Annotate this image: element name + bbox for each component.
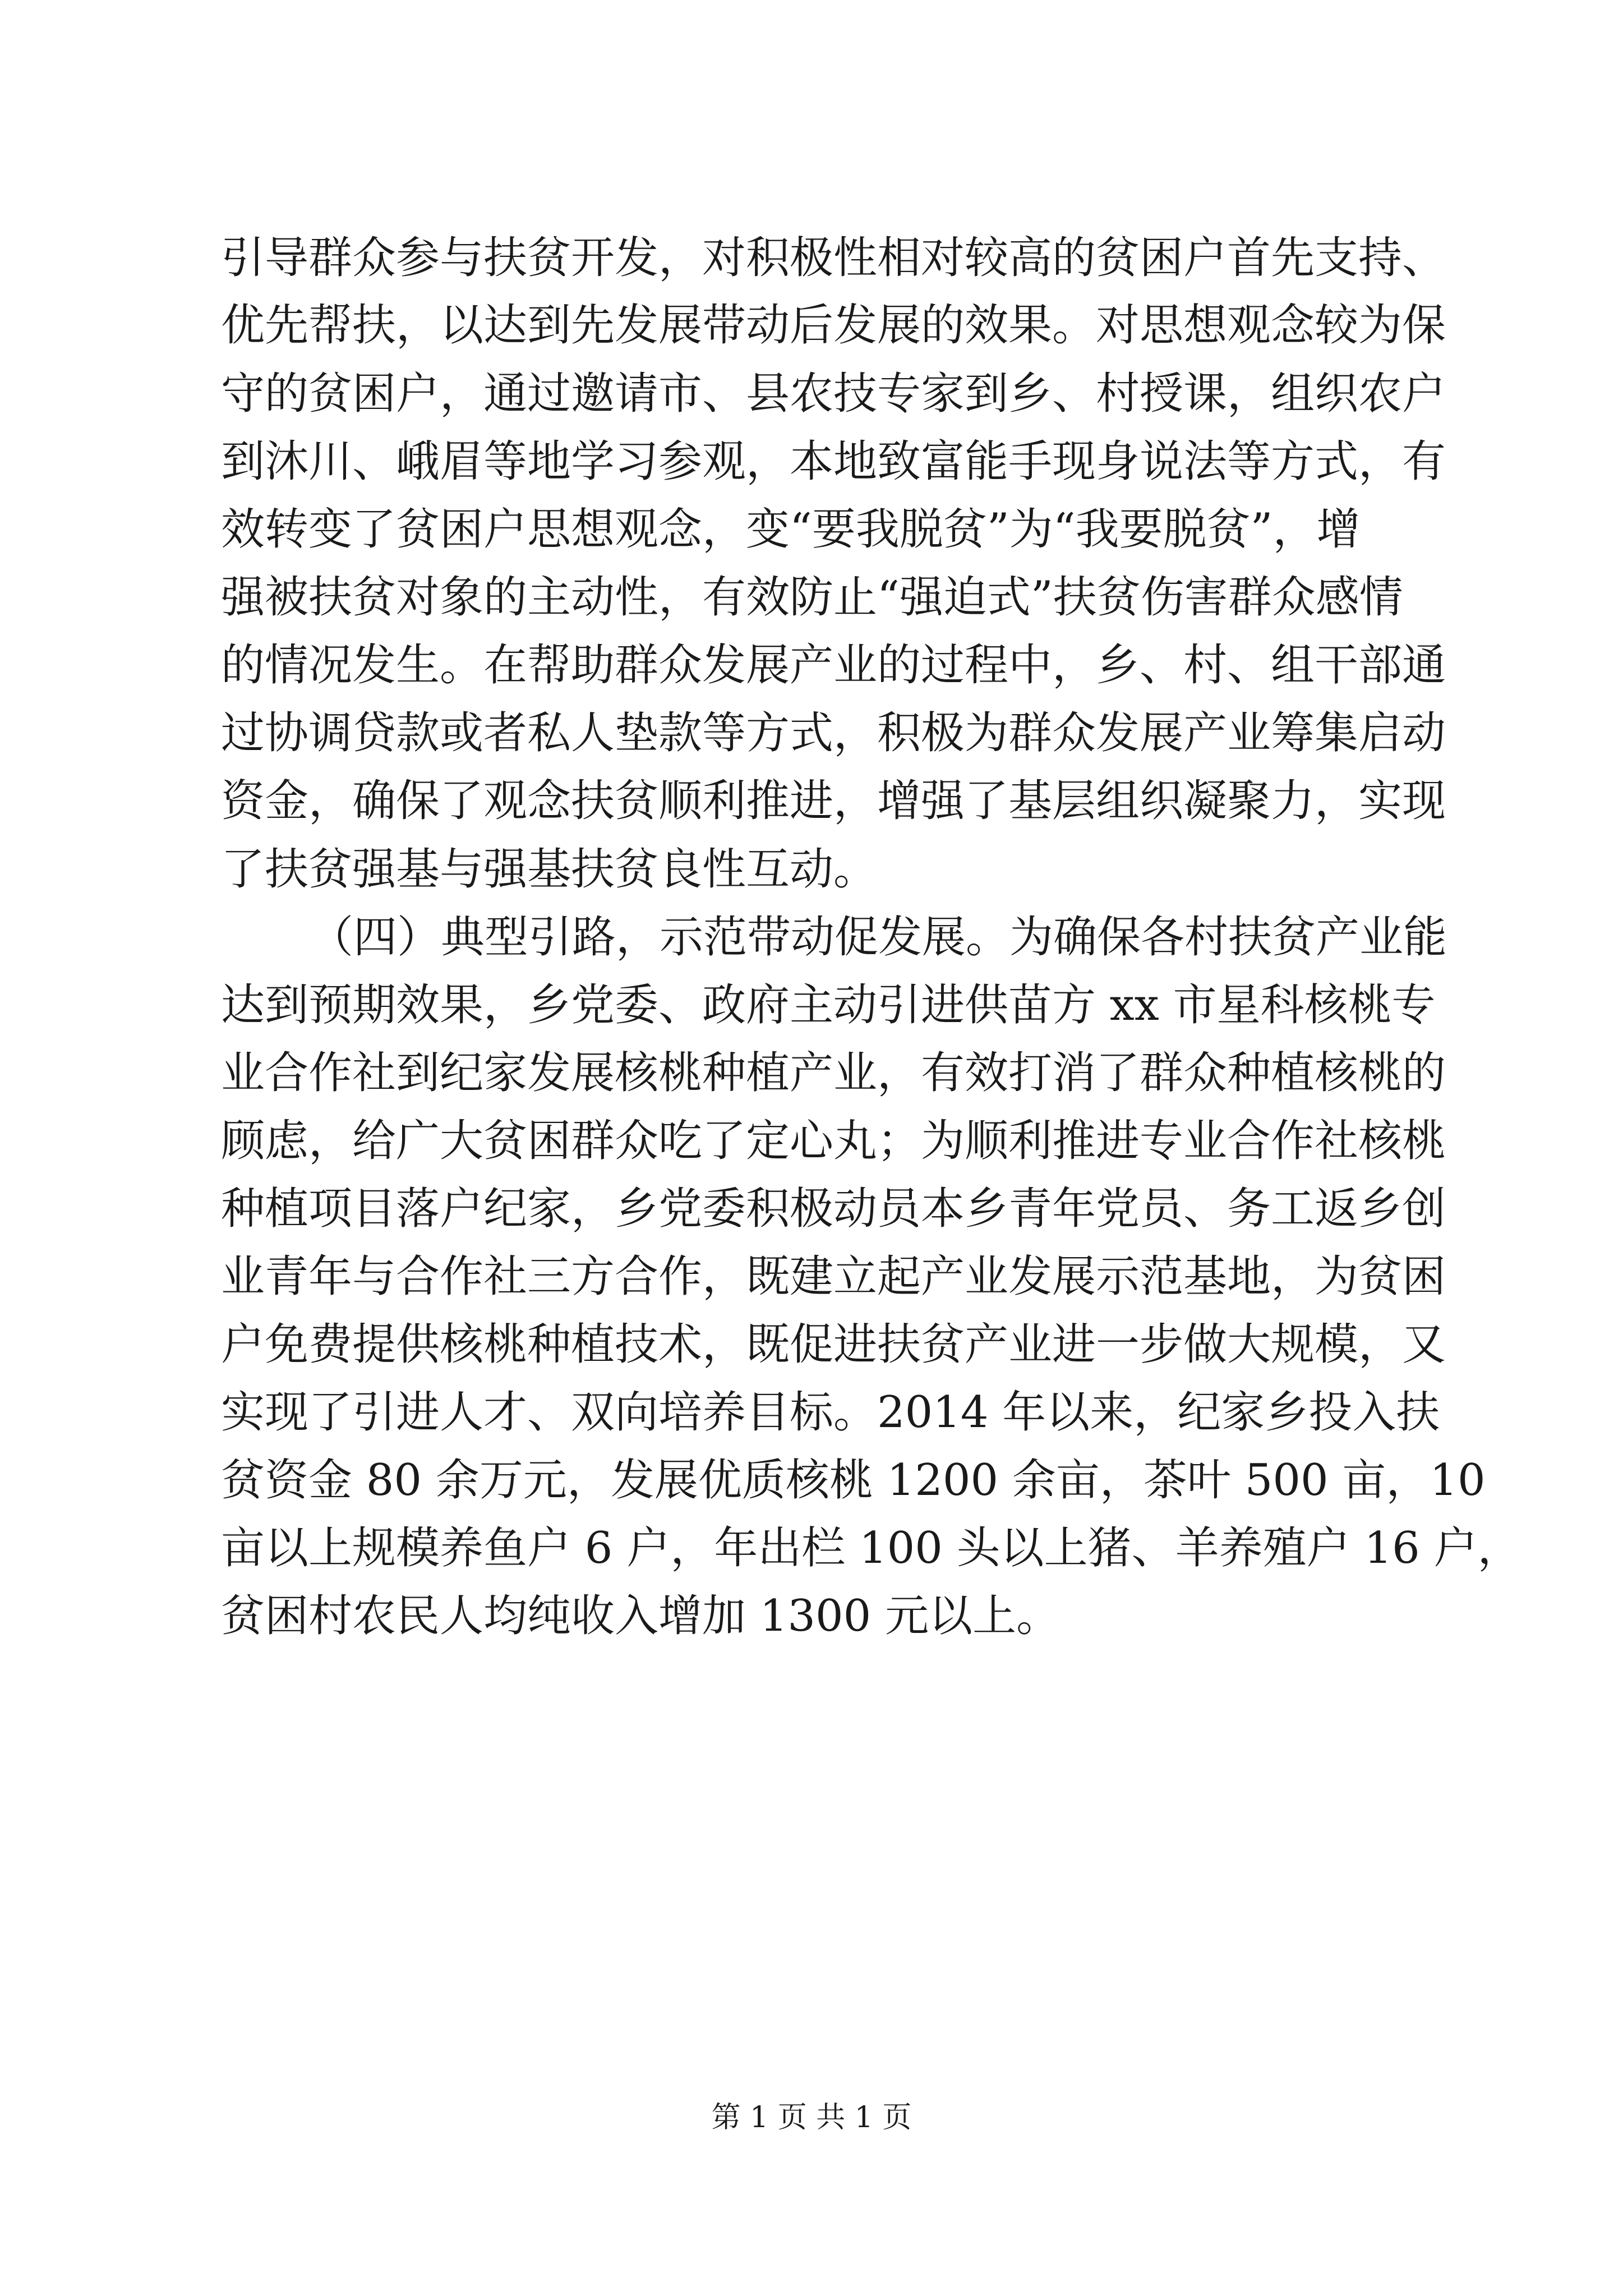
text-line: 了扶贫强基与强基扶贫良性互动。 <box>221 844 878 895</box>
text-line: 业青年与合作社三方合作，既建立起产业发展示范基地，为贫困 <box>221 1251 1446 1302</box>
text-line: 到沐川、峨眉等地学习参观，本地致富能手现身说法等方式，有 <box>221 436 1446 487</box>
text-line: 达到预期效果，乡党委、政府主动引进供苗方 xx 市星科核桃专 <box>221 980 1436 1030</box>
text-line: 贫困村农民人均纯收入增加 1300 元以上。 <box>221 1591 1061 1641</box>
text-line: 户免费提供核桃种植技术，既促进扶贫产业进一步做大规模，又 <box>221 1319 1446 1370</box>
text-line: 实现了引进人才、双向培养目标。2014 年以来，纪家乡投入扶 <box>221 1387 1440 1438</box>
text-line: 资金，确保了观念扶贫顺利推进，增强了基层组织凝聚力，实现 <box>221 776 1446 826</box>
text-line: 种植项目落户纪家，乡党委积极动员本乡青年党员、务工返乡创 <box>221 1184 1446 1234</box>
text-line: 守的贫困户，通过邀请市、县农技专家到乡、村授课，组织农户 <box>221 369 1446 419</box>
text-line: 顾虑，给广大贫困群众吃了定心丸；为顺利推进专业合作社核桃 <box>221 1116 1446 1166</box>
text-line: 的情况发生。在帮助群众发展产业的过程中，乡、村、组干部通 <box>221 640 1446 691</box>
text-line: 贫资金 80 余万元，发展优质核桃 1200 余亩，茶叶 500 亩，10 <box>221 1455 1486 1506</box>
page-footer: 第 1 页 共 1 页 <box>711 2101 912 2134</box>
text-line: 亩以上规模养鱼户 6 户，年出栏 100 头以上猪、羊养殖户 16 户， <box>221 1523 1521 1573</box>
text-line: 过协调贷款或者私人垫款等方式，积极为群众发展产业筹集启动 <box>221 708 1446 758</box>
text-line: 业合作社到纪家发展核桃种植产业，有效打消了群众种植核桃的 <box>221 1048 1446 1098</box>
paragraph-heading-line: （四）典型引路，示范带动促发展。为确保各村扶贫产业能 <box>310 912 1447 963</box>
text-line: 引导群众参与扶贫开发，对积极性相对较高的贫困户首先支持、 <box>221 233 1446 283</box>
text-line: 强被扶贫对象的主动性，有效防止“强迫式”扶贫伤害群众感情 <box>221 572 1403 623</box>
text-line: 效转变了贫困户思想观念，变“要我脱贫”为“我要脱贫”，增 <box>221 504 1361 555</box>
text-line: 优先帮扶，以达到先发展带动后发展的效果。对思想观念较为保 <box>221 300 1446 351</box>
